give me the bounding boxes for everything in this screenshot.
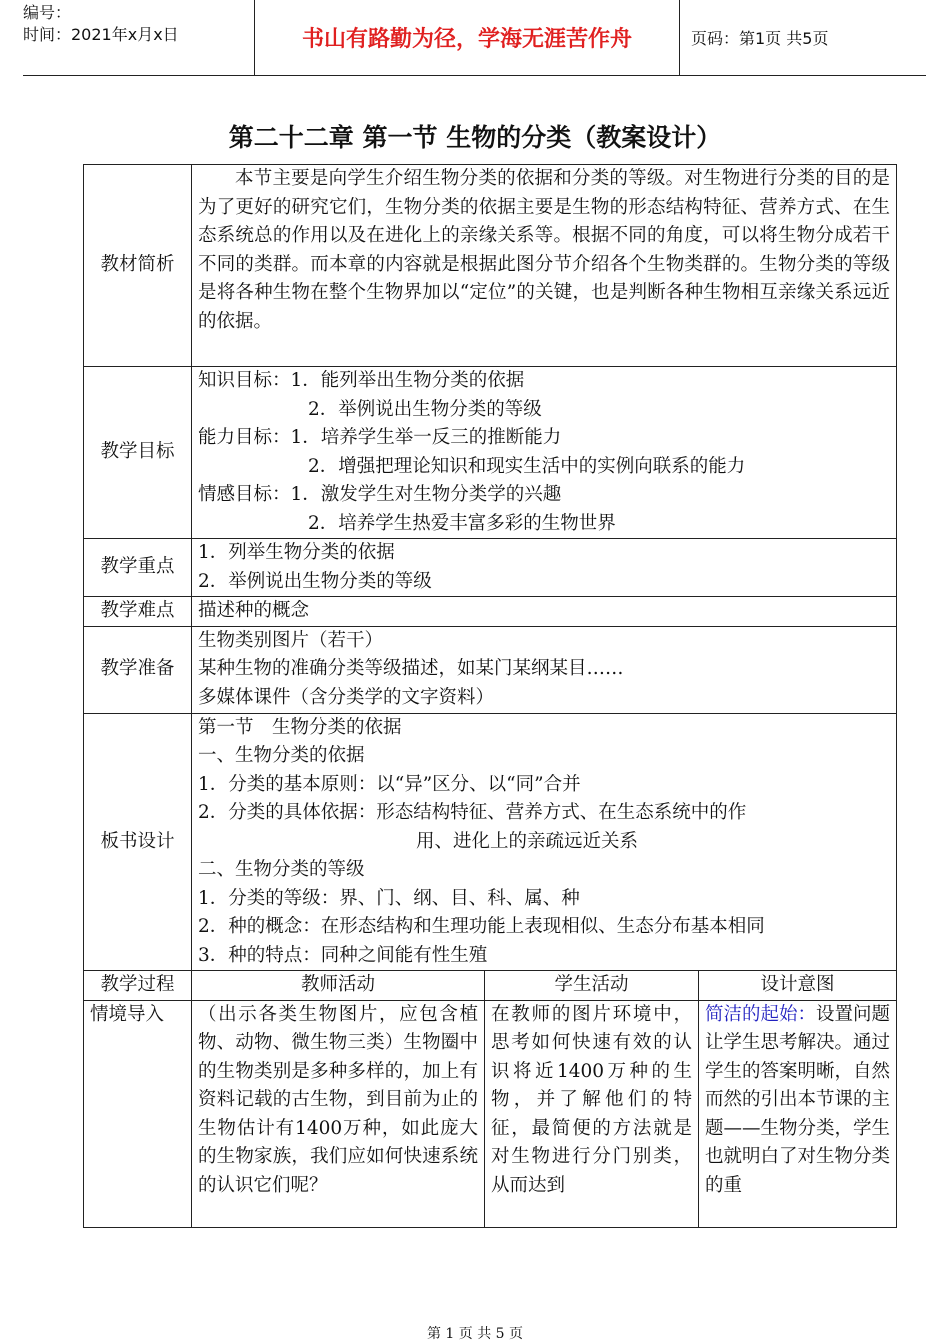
board-content xyxy=(192,713,897,971)
row-key-points xyxy=(84,539,897,597)
prep-line: 某种生物的准确分类等级描述，如某门某纲某目…… xyxy=(198,658,624,679)
goal-line: 知识目标：1．能列举出生物分类的依据 xyxy=(198,370,525,391)
board-line: 3．种的特点：同种之间能有性生殖 xyxy=(198,944,488,966)
design-intent-heading: 简洁的起始： xyxy=(705,1003,817,1025)
row-label: 教学目标 xyxy=(84,367,192,539)
prep-content xyxy=(192,626,897,713)
design-intent-text xyxy=(705,1001,890,1227)
page-header xyxy=(23,0,926,76)
column-header: 学生活动 xyxy=(485,971,699,1001)
row-difficulty xyxy=(84,597,897,627)
board-line: 1．分类的基本原则：以“异”区分、以“同”合并 xyxy=(198,773,581,795)
goals-content xyxy=(192,367,897,539)
row-intro xyxy=(84,1000,897,1227)
column-header: 设计意图 xyxy=(699,971,897,1001)
page-footer: 第 1 页 共 5 页 xyxy=(426,1326,524,1342)
row-label: 教材简析 xyxy=(84,165,192,367)
lesson-plan-table xyxy=(83,164,897,1228)
design-intent-body: 设置问题让学生思考解决。通过学生的答案明晰，自然而然的引出本节课的主题——生物分类，学生也就明白了对生物分类的重 xyxy=(705,1003,891,1196)
student-activity xyxy=(485,1000,699,1227)
prep-line: 多媒体课件（含分类学的文字资料） xyxy=(198,686,495,708)
document-number-label: 编号： xyxy=(23,3,72,22)
column-header: 教学过程 xyxy=(84,971,192,1001)
key-line: 1．列举生物分类的依据 xyxy=(198,542,395,563)
header-page-info: 页码：第1页 共5页 xyxy=(691,29,829,48)
header-motto: 书山有路勤为径，学海无涯苦作舟 xyxy=(301,27,632,52)
board-line: 第一节 生物分类的依据 xyxy=(198,716,402,738)
board-line: 1．分类的等级：界、门、纲、目、科、属、种 xyxy=(198,887,580,909)
document-date: 时间：2021年x月x日 xyxy=(23,25,179,44)
teacher-activity: （出示各类生物图片，应包含植物、动物、微生物三类）生物圈中的生物类别是多种多样的，加上有资料记载的古生物，到目前为止的生物估计有1400万种，如此庞大的生物家族，我们应如何快速系统的认识它们呢？ xyxy=(192,1000,485,1227)
board-line: 2．分类的具体依据：形态结构特征、营养方式、在生态系统中的作 xyxy=(198,802,747,823)
row-label: 教学准备 xyxy=(84,626,192,713)
header-divider xyxy=(679,0,680,75)
difficulty-text: 描述种的概念 xyxy=(192,597,897,627)
row-material xyxy=(84,165,897,367)
board-line: 一、生物分类的依据 xyxy=(198,745,365,766)
board-line: 用、进化上的亲疏远近关系 xyxy=(416,830,639,852)
key-content xyxy=(192,539,897,597)
row-goals xyxy=(84,367,897,539)
prep-line: 生物类别图片（若干） xyxy=(198,629,384,651)
goal-line: 2．增强把理论知识和现实生活中的实例向联系的能力 xyxy=(308,455,746,477)
board-line: 2．种的概念：在形态结构和生理功能上表现相似、生态分布基本相同 xyxy=(198,916,765,937)
row-label: 教学重点 xyxy=(84,539,192,597)
page-title: 第二十二章 第一节 生物的分类（教案设计） xyxy=(228,123,722,152)
key-line: 2．举例说出生物分类的等级 xyxy=(198,570,432,592)
row-preparation xyxy=(84,626,897,713)
goal-line: 2．培养学生热爱丰富多彩的生物世界 xyxy=(308,512,616,534)
column-header: 教师活动 xyxy=(192,971,485,1001)
row-label: 教学难点 xyxy=(84,597,192,627)
header-meta xyxy=(23,0,253,77)
student-activity-text: 在教师的图片环境中，思考如何快速有效的认识将近1400万种的生物，并了解他们的特征，最简便的方法就是对生物进行分门别类，从而达到 xyxy=(491,1003,692,1196)
board-line: 二、生物分类的等级 xyxy=(198,859,365,880)
goal-line: 2．举例说出生物分类的等级 xyxy=(308,398,542,420)
goal-line: 情感目标：1．激发学生对生物分类学的兴趣 xyxy=(198,484,562,505)
row-process-header xyxy=(84,971,897,1001)
goal-line: 能力目标：1．培养学生举一反三的推断能力 xyxy=(198,427,562,448)
row-label: 情境导入 xyxy=(84,1000,192,1227)
row-board-design xyxy=(84,713,897,971)
row-label: 板书设计 xyxy=(84,713,192,971)
material-text: 本节主要是向学生介绍生物分类的依据和分类的等级。对生物进行分类的目的是为了更好的研究它们，生物分类的依据主要是生物的形态结构特征、营养方式、在生态系统总的作用以及在进化上的亲缘关系等。根据不同的角度，可以将生物分成若干不同的类群。而本章的内容就是根据此图分节介绍各个生物类群的。生物分类的等级是将各种生物在整个生物界加以“定位”的关键，也是判断各种生物相互亲缘关系远近的依据。 xyxy=(192,165,897,367)
design-intent xyxy=(699,1000,897,1227)
